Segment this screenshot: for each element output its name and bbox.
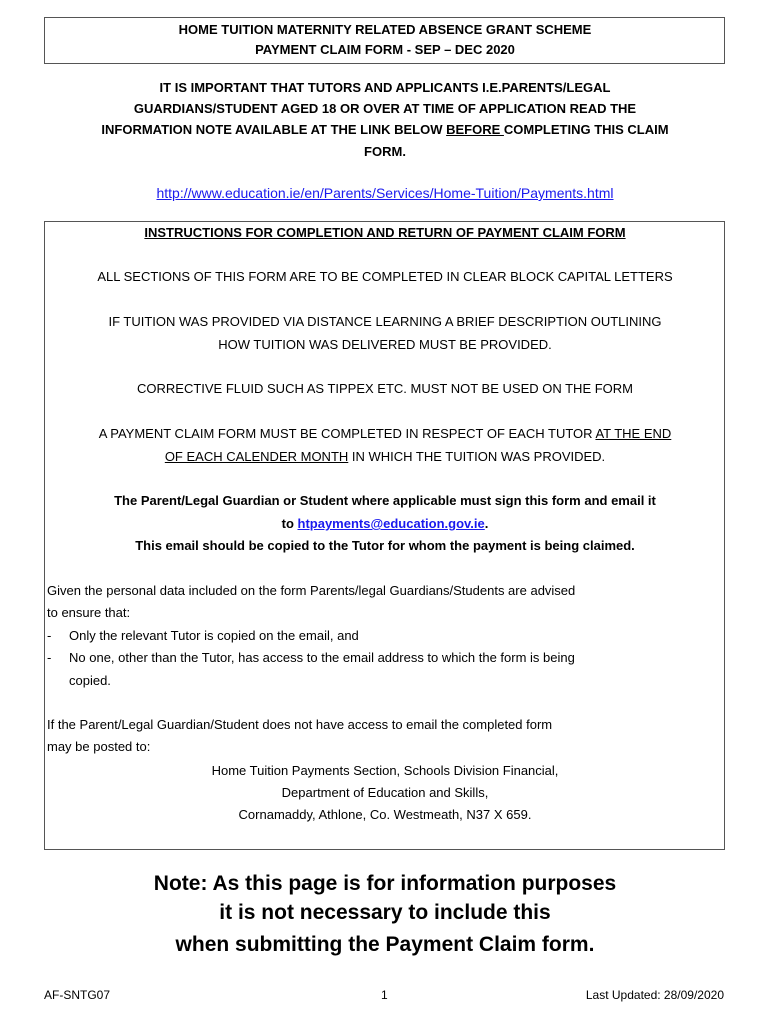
text: No one, other than the Tutor, has access to the email address to which the form is being <box>69 650 575 665</box>
instruction-text <box>0 514 770 534</box>
instruction-text: HOW TUITION WAS DELIVERED MUST BE PROVIDED. <box>218 337 552 352</box>
email-link[interactable]: htpayments@education.gov.ie <box>297 516 485 531</box>
address-line: Cornamaddy, Athlone, Co. Westmeath, N37 X 659. <box>238 807 532 822</box>
bullet-dash: - <box>47 628 52 643</box>
instruction-text: Given the personal data included on the form Parents/legal Guardians/Students are advised <box>47 583 576 598</box>
important-line: IT IS IMPORTANT THAT TUTORS AND APPLICANTS I.E.PARENTS/LEGAL <box>159 80 611 95</box>
address-line: Department of Education and Skills, <box>281 785 489 800</box>
instruction-text <box>0 424 770 444</box>
instruction-text <box>0 447 770 467</box>
note-line: it is not necessary to include this <box>219 901 551 924</box>
title-line-2: PAYMENT CLAIM FORM - SEP – DEC 2020 <box>255 42 515 57</box>
instructions-heading: INSTRUCTIONS FOR COMPLETION AND RETURN OF PAYMENT CLAIM FORM <box>144 225 626 240</box>
text: A PAYMENT CLAIM FORM MUST BE COMPLETED IN RESPECT OF EACH TUTOR <box>98 426 596 441</box>
important-line: FORM. <box>364 144 406 159</box>
text: . <box>484 516 489 531</box>
instruction-text: The Parent/Legal Guardian or Student where applicable must sign this form and email it <box>114 493 656 508</box>
instruction-text: IF TUITION WAS PROVIDED VIA DISTANCE LEARNING A BRIEF DESCRIPTION OUTLINING <box>108 314 662 329</box>
text: OF EACH CALENDER MONTH <box>164 449 349 464</box>
bullet-item <box>47 626 727 646</box>
note-line: when submitting the Payment Claim form. <box>175 933 595 956</box>
instruction-text: ALL SECTIONS OF THIS FORM ARE TO BE COMPLETED IN CLEAR BLOCK CAPITAL LETTERS <box>97 269 673 284</box>
text: Only the relevant Tutor is copied on the email, and <box>69 628 359 643</box>
text: IN WHICH THE TUITION WAS PROVIDED. <box>348 449 606 464</box>
payments-link[interactable]: http://www.education.ie/en/Parents/Services/Home-Tuition/Payments.html <box>156 185 614 201</box>
instruction-text: If the Parent/Legal Guardian/Student does not have access to email the completed form <box>47 717 553 732</box>
instruction-text: to ensure that: <box>47 605 131 620</box>
bullet-item-cont: copied. <box>69 673 111 688</box>
bullet-item <box>47 648 727 668</box>
title-line-1: HOME TUITION MATERNITY RELATED ABSENCE GRANT SCHEME <box>178 22 592 37</box>
form-code: AF-SNTG07 <box>44 988 111 1002</box>
note-line: Note: As this page is for information purposes <box>153 872 617 895</box>
address-line: Home Tuition Payments Section, Schools Division Financial, <box>211 763 559 778</box>
page-number: 1 <box>381 988 388 1002</box>
text: to <box>281 516 298 531</box>
text: COMPLETING THIS CLAIM <box>503 122 669 137</box>
text: AT THE END <box>595 426 672 441</box>
important-line: GUARDIANS/STUDENT AGED 18 OR OVER AT TIME OF APPLICATION READ THE <box>133 101 637 116</box>
instruction-text: This email should be copied to the Tutor for whom the payment is being claimed. <box>135 538 635 553</box>
bullet-dash: - <box>47 650 52 665</box>
before-emphasis: BEFORE <box>446 122 504 137</box>
text: INFORMATION NOTE AVAILABLE AT THE LINK BELOW <box>101 122 447 137</box>
instruction-text: may be posted to: <box>47 739 151 754</box>
instruction-text: CORRECTIVE FLUID SUCH AS TIPPEX ETC. MUST NOT BE USED ON THE FORM <box>137 381 633 396</box>
last-updated: Last Updated: 28/09/2020 <box>585 988 724 1002</box>
important-line <box>0 120 770 140</box>
payments-link-row <box>0 183 770 203</box>
